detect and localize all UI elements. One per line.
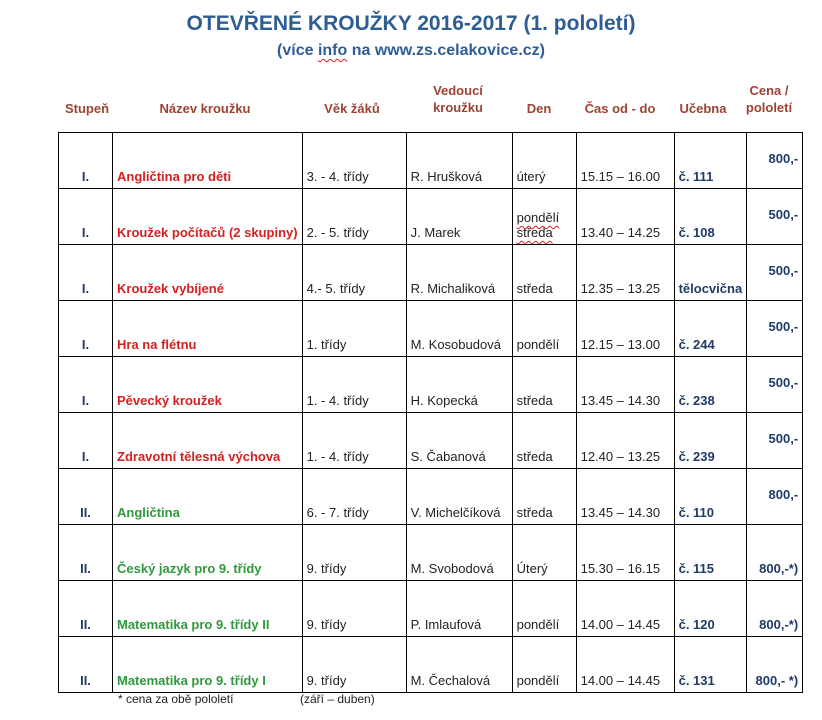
cell-vek: 1. - 4. třídy (302, 413, 406, 469)
cell-cas: 15.30 – 16.15 (576, 525, 674, 581)
subtitle-info: info (317, 42, 348, 59)
cell-cas: 13.45 – 14.30 (576, 357, 674, 413)
header-vedouci-line2: kroužku (433, 100, 483, 115)
cell-stupen: I. (59, 301, 113, 357)
cell-cena: 800,- (747, 133, 803, 189)
cell-vek: 9. třídy (302, 525, 406, 581)
cell-den: pondělí (512, 637, 576, 693)
cell-vek: 6. - 7. třídy (302, 469, 406, 525)
courses-table-body (59, 133, 803, 693)
cell-ucebna: č. 244 (674, 301, 747, 357)
header-cena-line2: pololetí (745, 100, 793, 115)
cell-cena: 800,- (747, 469, 803, 525)
header-den: Den (526, 101, 552, 116)
header-vedouci (405, 82, 511, 116)
cell-stupen: I. (59, 413, 113, 469)
cell-stupen: I. (59, 357, 113, 413)
table-row (59, 469, 803, 525)
cell-nazev: Matematika pro 9. třídy II (113, 581, 303, 637)
table-row (59, 581, 803, 637)
cell-vedouci: M. Svobodová (406, 525, 512, 581)
subtitle-link: na www.zs.celakovice.cz) (347, 42, 545, 59)
cell-nazev: Kroužek vybíjené (113, 245, 303, 301)
cell-nazev: Zdravotní tělesná výchova (113, 413, 303, 469)
courses-table (58, 132, 803, 693)
footnote-period: (září – duben) (300, 692, 375, 706)
cell-vek: 2. - 5. třídy (302, 189, 406, 245)
cell-vedouci: R. Hrušková (406, 133, 512, 189)
cell-nazev: Pěvecký kroužek (113, 357, 303, 413)
cell-stupen: I. (59, 245, 113, 301)
cell-den: středa (512, 413, 576, 469)
cell-stupen: II. (59, 637, 113, 693)
cell-stupen: II. (59, 469, 113, 525)
cell-ucebna: tělocvična (674, 245, 747, 301)
cell-ucebna: č. 131 (674, 637, 747, 693)
cell-cena: 800,-*) (747, 581, 803, 637)
table-row (59, 637, 803, 693)
cell-cas: 14.00 – 14.45 (576, 637, 674, 693)
header-cena-line1: Cena / (749, 83, 789, 98)
cell-ucebna: č. 115 (674, 525, 747, 581)
header-stupen: Stupeň (64, 101, 110, 116)
cell-vek: 9. třídy (302, 581, 406, 637)
cell-vedouci: S. Čabanová (406, 413, 512, 469)
footnote-note: * cena za obě pololetí (118, 692, 234, 706)
cell-stupen: I. (59, 189, 113, 245)
cell-cena: 800,- *) (747, 637, 803, 693)
cell-ucebna: č. 111 (674, 133, 747, 189)
cell-den: Úterý (512, 525, 576, 581)
cell-ucebna: č. 239 (674, 413, 747, 469)
cell-ucebna: č. 110 (674, 469, 747, 525)
footnote (118, 692, 375, 706)
cell-stupen: I. (59, 133, 113, 189)
header-ucebna: Učebna (679, 101, 727, 116)
header-cena (740, 82, 798, 116)
cell-vedouci: H. Kopecká (406, 357, 512, 413)
cell-vek: 9. třídy (302, 637, 406, 693)
cell-vedouci: P. Imlaufová (406, 581, 512, 637)
cell-den: středa (512, 245, 576, 301)
cell-den (512, 189, 576, 245)
cell-nazev: Matematika pro 9. třídy I (113, 637, 303, 693)
table-row (59, 525, 803, 581)
cell-cena: 500,- (747, 245, 803, 301)
cell-cena: 500,- (747, 301, 803, 357)
cell-vedouci: V. Michelčíková (406, 469, 512, 525)
cell-den: středa (512, 357, 576, 413)
cell-cas: 13.45 – 14.30 (576, 469, 674, 525)
cell-vek: 1. třídy (302, 301, 406, 357)
cell-cena: 800,-*) (747, 525, 803, 581)
cell-cas: 14.00 – 14.45 (576, 581, 674, 637)
page-title: OTEVŘENÉ KROUŽKY 2016-2017 (1. pololetí) (186, 12, 636, 35)
table-row (59, 357, 803, 413)
cell-vedouci: J. Marek (406, 189, 512, 245)
header-vek: Věk žáků (324, 101, 380, 116)
cell-ucebna: č. 238 (674, 357, 747, 413)
cell-cena: 500,- (747, 189, 803, 245)
table-row (59, 189, 803, 245)
cell-ucebna: č. 108 (674, 189, 747, 245)
cell-cena: 500,- (747, 357, 803, 413)
table-row (59, 301, 803, 357)
cell-cena: 500,- (747, 413, 803, 469)
cell-stupen: II. (59, 581, 113, 637)
cell-den: středa (512, 469, 576, 525)
cell-nazev: Český jazyk pro 9. třídy (113, 525, 303, 581)
cell-nazev: Kroužek počítačů (2 skupiny) (113, 189, 303, 245)
cell-den: pondělí (512, 581, 576, 637)
cell-nazev: Angličtina pro děti (113, 133, 303, 189)
table-row (59, 245, 803, 301)
cell-den-line1: pondělí (516, 210, 560, 225)
cell-den: pondělí (512, 301, 576, 357)
cell-den-line2: středa (516, 225, 553, 240)
cell-cas: 12.40 – 13.25 (576, 413, 674, 469)
table-row (59, 413, 803, 469)
header-nazev: Název kroužku (159, 101, 251, 116)
cell-ucebna: č. 120 (674, 581, 747, 637)
cell-cas: 13.40 – 14.25 (576, 189, 674, 245)
cell-cas: 12.35 – 13.25 (576, 245, 674, 301)
cell-vedouci: M. Kosobudová (406, 301, 512, 357)
cell-stupen: II. (59, 525, 113, 581)
cell-vek: 4.- 5. třídy (302, 245, 406, 301)
cell-nazev: Angličtina (113, 469, 303, 525)
cell-den: úterý (512, 133, 576, 189)
cell-vek: 3. - 4. třídy (302, 133, 406, 189)
subtitle-prefix: (více (277, 42, 318, 59)
cell-cas: 12.15 – 13.00 (576, 301, 674, 357)
table-row (59, 133, 803, 189)
cell-vedouci: R. Michaliková (406, 245, 512, 301)
cell-vek: 1. - 4. třídy (302, 357, 406, 413)
header-cas: Čas od - do (584, 101, 656, 116)
cell-vedouci: M. Čechalová (406, 637, 512, 693)
header-vedouci-line1: Vedoucí (433, 83, 483, 98)
subtitle (0, 42, 822, 60)
cell-nazev: Hra na flétnu (113, 301, 303, 357)
cell-cas: 15.15 – 16.00 (576, 133, 674, 189)
